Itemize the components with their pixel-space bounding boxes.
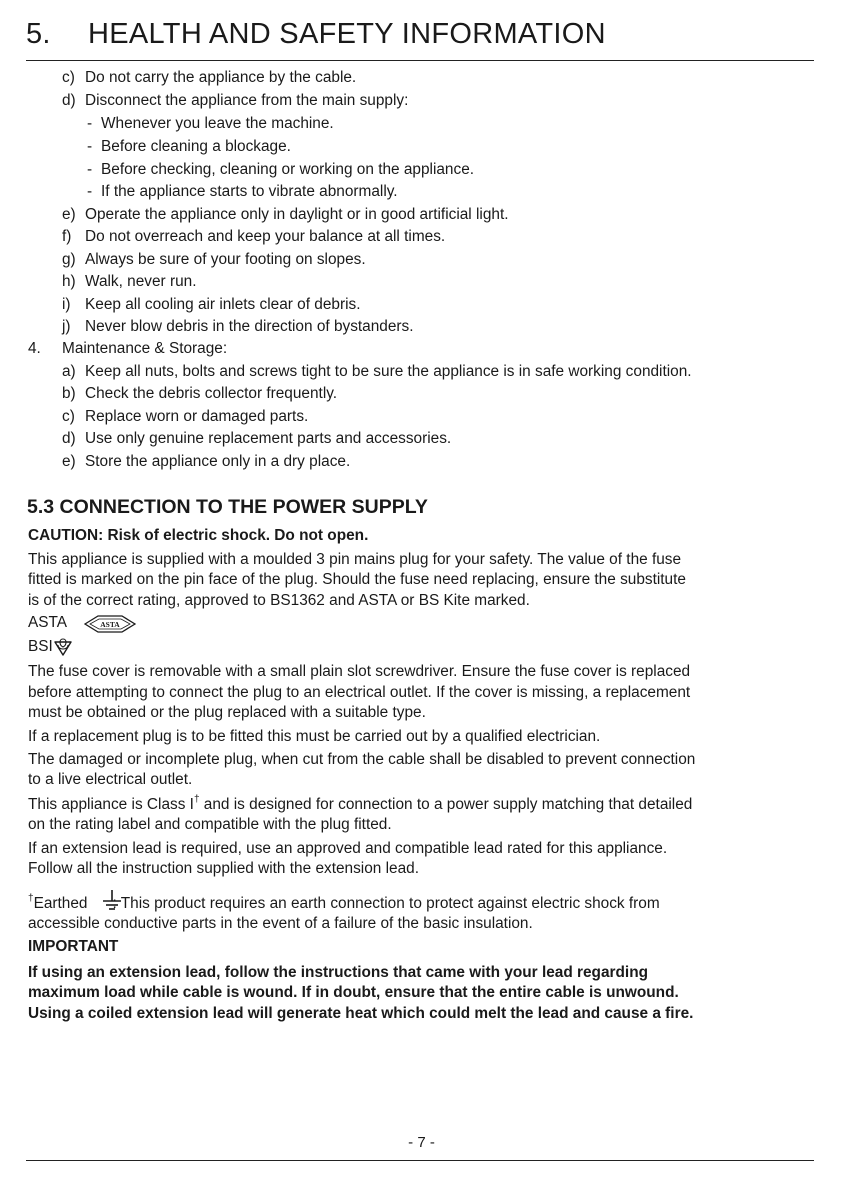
dagger-mark: † — [28, 893, 34, 904]
paragraph-line: is of the correct rating, approved to BS1362 and ASTA or BS Kite marked. — [28, 592, 530, 609]
important-heading: IMPORTANT — [28, 938, 119, 955]
paragraph-line: This appliance is Class I† and is designed for connection to a power supply matching that detailed — [28, 794, 693, 813]
dagger-mark: † — [193, 794, 200, 805]
paragraph-line: on the rating label and compatible with the plug fitted. — [28, 816, 392, 833]
maintenance-heading: 4. Maintenance & Storage: — [28, 340, 228, 357]
list-item: g) Always be sure of your footing on slopes. — [62, 251, 366, 268]
list-item: d) Use only genuine replacement parts and accessories. — [62, 430, 452, 447]
paragraph-line: fitted is marked on the pin face of the plug. Should the fuse need replacing, ensure the substitute — [28, 571, 686, 588]
section-heading: 5.3 CONNECTION TO THE POWER SUPPLY — [27, 496, 428, 518]
bsi-label: BSI — [28, 638, 53, 655]
paragraph-line: accessible conductive parts in the event of a failure of the basic insulation. — [28, 915, 533, 932]
list-item: e) Operate the appliance only in daylight or in good artificial light. — [62, 206, 509, 223]
paragraph-line: If a replacement plug is to be fitted this must be carried out by a qualified electrician. — [28, 728, 601, 745]
paragraph-line: The fuse cover is removable with a small plain slot screwdriver. Ensure the fuse cover is replaced — [28, 663, 691, 680]
section-title: HEALTH AND SAFETY INFORMATION — [88, 18, 606, 50]
list-item: c) Replace worn or damaged parts. — [62, 408, 309, 425]
paragraph-line: If an extension lead is required, use an approved and compatible lead rated for this appliance. — [28, 840, 668, 857]
list-item: - Before cleaning a blockage. — [87, 138, 291, 155]
paragraph-line: before attempting to connect the plug to an electrical outlet. If the cover is missing, a replacement — [28, 684, 691, 701]
page-number: - 7 - — [408, 1134, 435, 1151]
section-number: 5. — [26, 18, 51, 50]
page-title — [26, 18, 606, 51]
earth-symbol-icon — [101, 888, 123, 912]
asta-label: ASTA — [28, 614, 68, 631]
paragraph-line: to a live electrical outlet. — [28, 771, 193, 788]
list-item: c) Do not carry the appliance by the cable. — [62, 69, 357, 86]
kitemark-icon — [53, 637, 73, 657]
warning-line: maximum load while cable is wound. If in doubt, ensure that the entire cable is unwound. — [28, 984, 679, 1001]
asta-logo-icon — [84, 614, 136, 634]
paragraph-line: must be obtained or the plug replaced with a suitable type. — [28, 704, 426, 721]
list-item: i) Keep all cooling air inlets clear of debris. — [62, 296, 361, 313]
caution-text: CAUTION: Risk of electric shock. Do not open. — [28, 527, 369, 544]
paragraph-line: This appliance is supplied with a moulded 3 pin mains plug for your safety. The value of the fuse — [28, 551, 682, 568]
list-item: h) Walk, never run. — [62, 273, 197, 290]
list-item: - Whenever you leave the machine. — [87, 115, 334, 132]
paragraph-line: Follow all the instruction supplied with the extension lead. — [28, 860, 419, 877]
list-item: - If the appliance starts to vibrate abnormally. — [87, 183, 398, 200]
earthed-line: †Earthed : This product requires an earth connection to protect against electric shock from — [28, 893, 660, 912]
warning-line: If using an extension lead, follow the instructions that came with your lead regarding — [28, 964, 648, 981]
list-item: b) Check the debris collector frequently. — [62, 385, 338, 402]
list-item: j) Never blow debris in the direction of bystanders. — [62, 318, 414, 335]
list-item: e) Store the appliance only in a dry place. — [62, 453, 351, 470]
list-item: - Before checking, cleaning or working on the appliance. — [87, 161, 475, 178]
header-rule — [26, 60, 814, 61]
list-item: f) Do not overreach and keep your balance at all times. — [62, 228, 446, 245]
warning-line: Using a coiled extension lead will generate heat which could melt the lead and cause a fire. — [28, 1005, 694, 1022]
list-item: d) Disconnect the appliance from the main supply: — [62, 92, 409, 109]
footer-rule — [26, 1160, 814, 1161]
paragraph-line: The damaged or incomplete plug, when cut from the cable shall be disabled to prevent connection — [28, 751, 696, 768]
list-item: a) Keep all nuts, bolts and screws tight to be sure the appliance is in safe working condition. — [62, 363, 692, 380]
asta-logo-text: ASTA — [100, 620, 120, 629]
